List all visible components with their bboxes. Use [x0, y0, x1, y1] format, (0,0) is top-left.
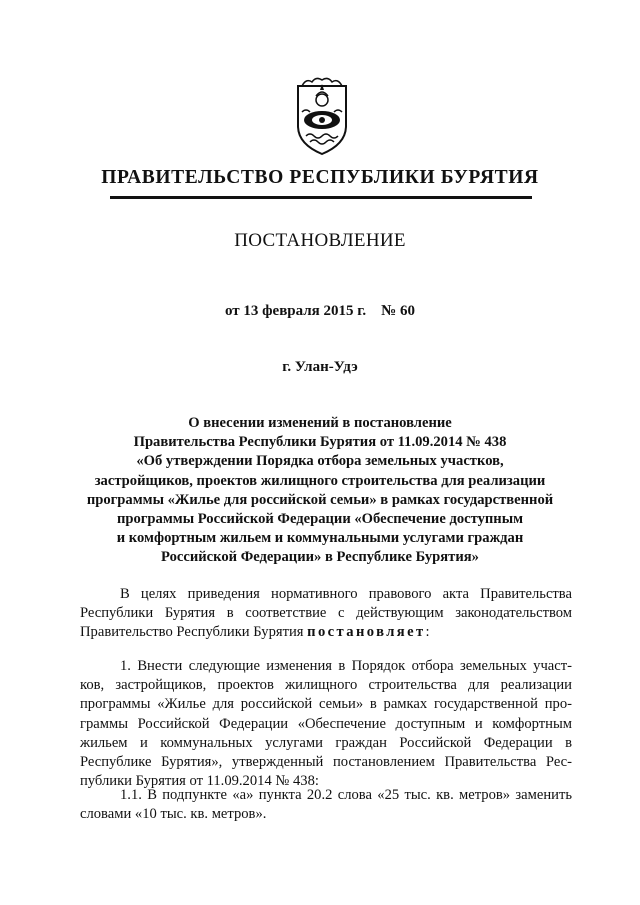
- document-city: г. Улан-Удэ: [282, 359, 358, 375]
- preamble-text: Правительство Республики Бурятия: [80, 624, 308, 641]
- subject-line: и комфортным жильем и коммунальными услугами граждан: [116, 530, 524, 547]
- subject-line: Правительства Республики Бурятия от 11.09.2014 № 438: [133, 434, 507, 451]
- preamble-paragraph: [80, 585, 572, 643]
- paragraph-line: [80, 623, 572, 642]
- subject-line: О внесении изменений в постановление: [188, 415, 452, 431]
- subject-line: программы Российской Федерации «Обеспечение доступным: [116, 511, 524, 528]
- paragraph-line: граммы Российской Федерации «Обеспечение доступным и комфортным: [80, 715, 572, 732]
- paragraph-line: В целях приведения нормативного правового акта Правительства: [120, 586, 572, 602]
- paragraph-line: жильем и коммунальных услугами граждан Российской Федерации в: [80, 734, 572, 751]
- subject-line: Российской Федерации» в Республике Бурятия»: [161, 549, 479, 566]
- paragraph-line: 1.1. В подпункте «а» пункта 20.2 слова «25 тыс. кв. метров» заменить: [120, 787, 572, 803]
- item-1-paragraph: [80, 657, 572, 791]
- document-type: ПОСТАНОВЛЕНИЕ: [234, 230, 406, 251]
- item-1-1-paragraph: [80, 786, 572, 824]
- paragraph-line: словами «10 тыс. кв. метров».: [80, 806, 267, 823]
- document-subject: [60, 414, 580, 568]
- resolves-keyword: постановляет: [307, 624, 426, 641]
- subject-line: «Об утверждении Порядка отбора земельных участков,: [136, 453, 504, 470]
- paragraph-line: 1. Внести следующие изменения в Порядок отбора земельных участ-: [120, 658, 572, 674]
- subject-line: застройщиков, проектов жилищного строительства для реализации: [94, 472, 546, 489]
- paragraph-line: публики Бурятия от 11.09.2014 № 438:: [80, 773, 319, 790]
- paragraph-line: Республике Бурятия», утвержденный постановлением Правительства Рес-: [80, 754, 572, 771]
- paragraph-line: ков, застройщиков, проектов жилищного строительства для реализации: [80, 677, 572, 694]
- paragraph-line: Республики Бурятия в соответствие с действующим законодательством: [80, 605, 572, 622]
- paragraph-line: программы «Жилье для российской семьи» в рамках государственной про-: [80, 696, 572, 713]
- header-divider: [110, 196, 532, 199]
- coat-of-arms-icon: [294, 76, 350, 156]
- preamble-colon: :: [425, 624, 430, 641]
- document-date-number: от 13 февраля 2015 г. № 60: [224, 303, 415, 319]
- subject-line: программы «Жилье для российской семьи» в рамках государственной: [86, 491, 554, 508]
- organization-title: ПРАВИТЕЛЬСТВО РЕСПУБЛИКИ БУРЯТИЯ: [101, 167, 539, 188]
